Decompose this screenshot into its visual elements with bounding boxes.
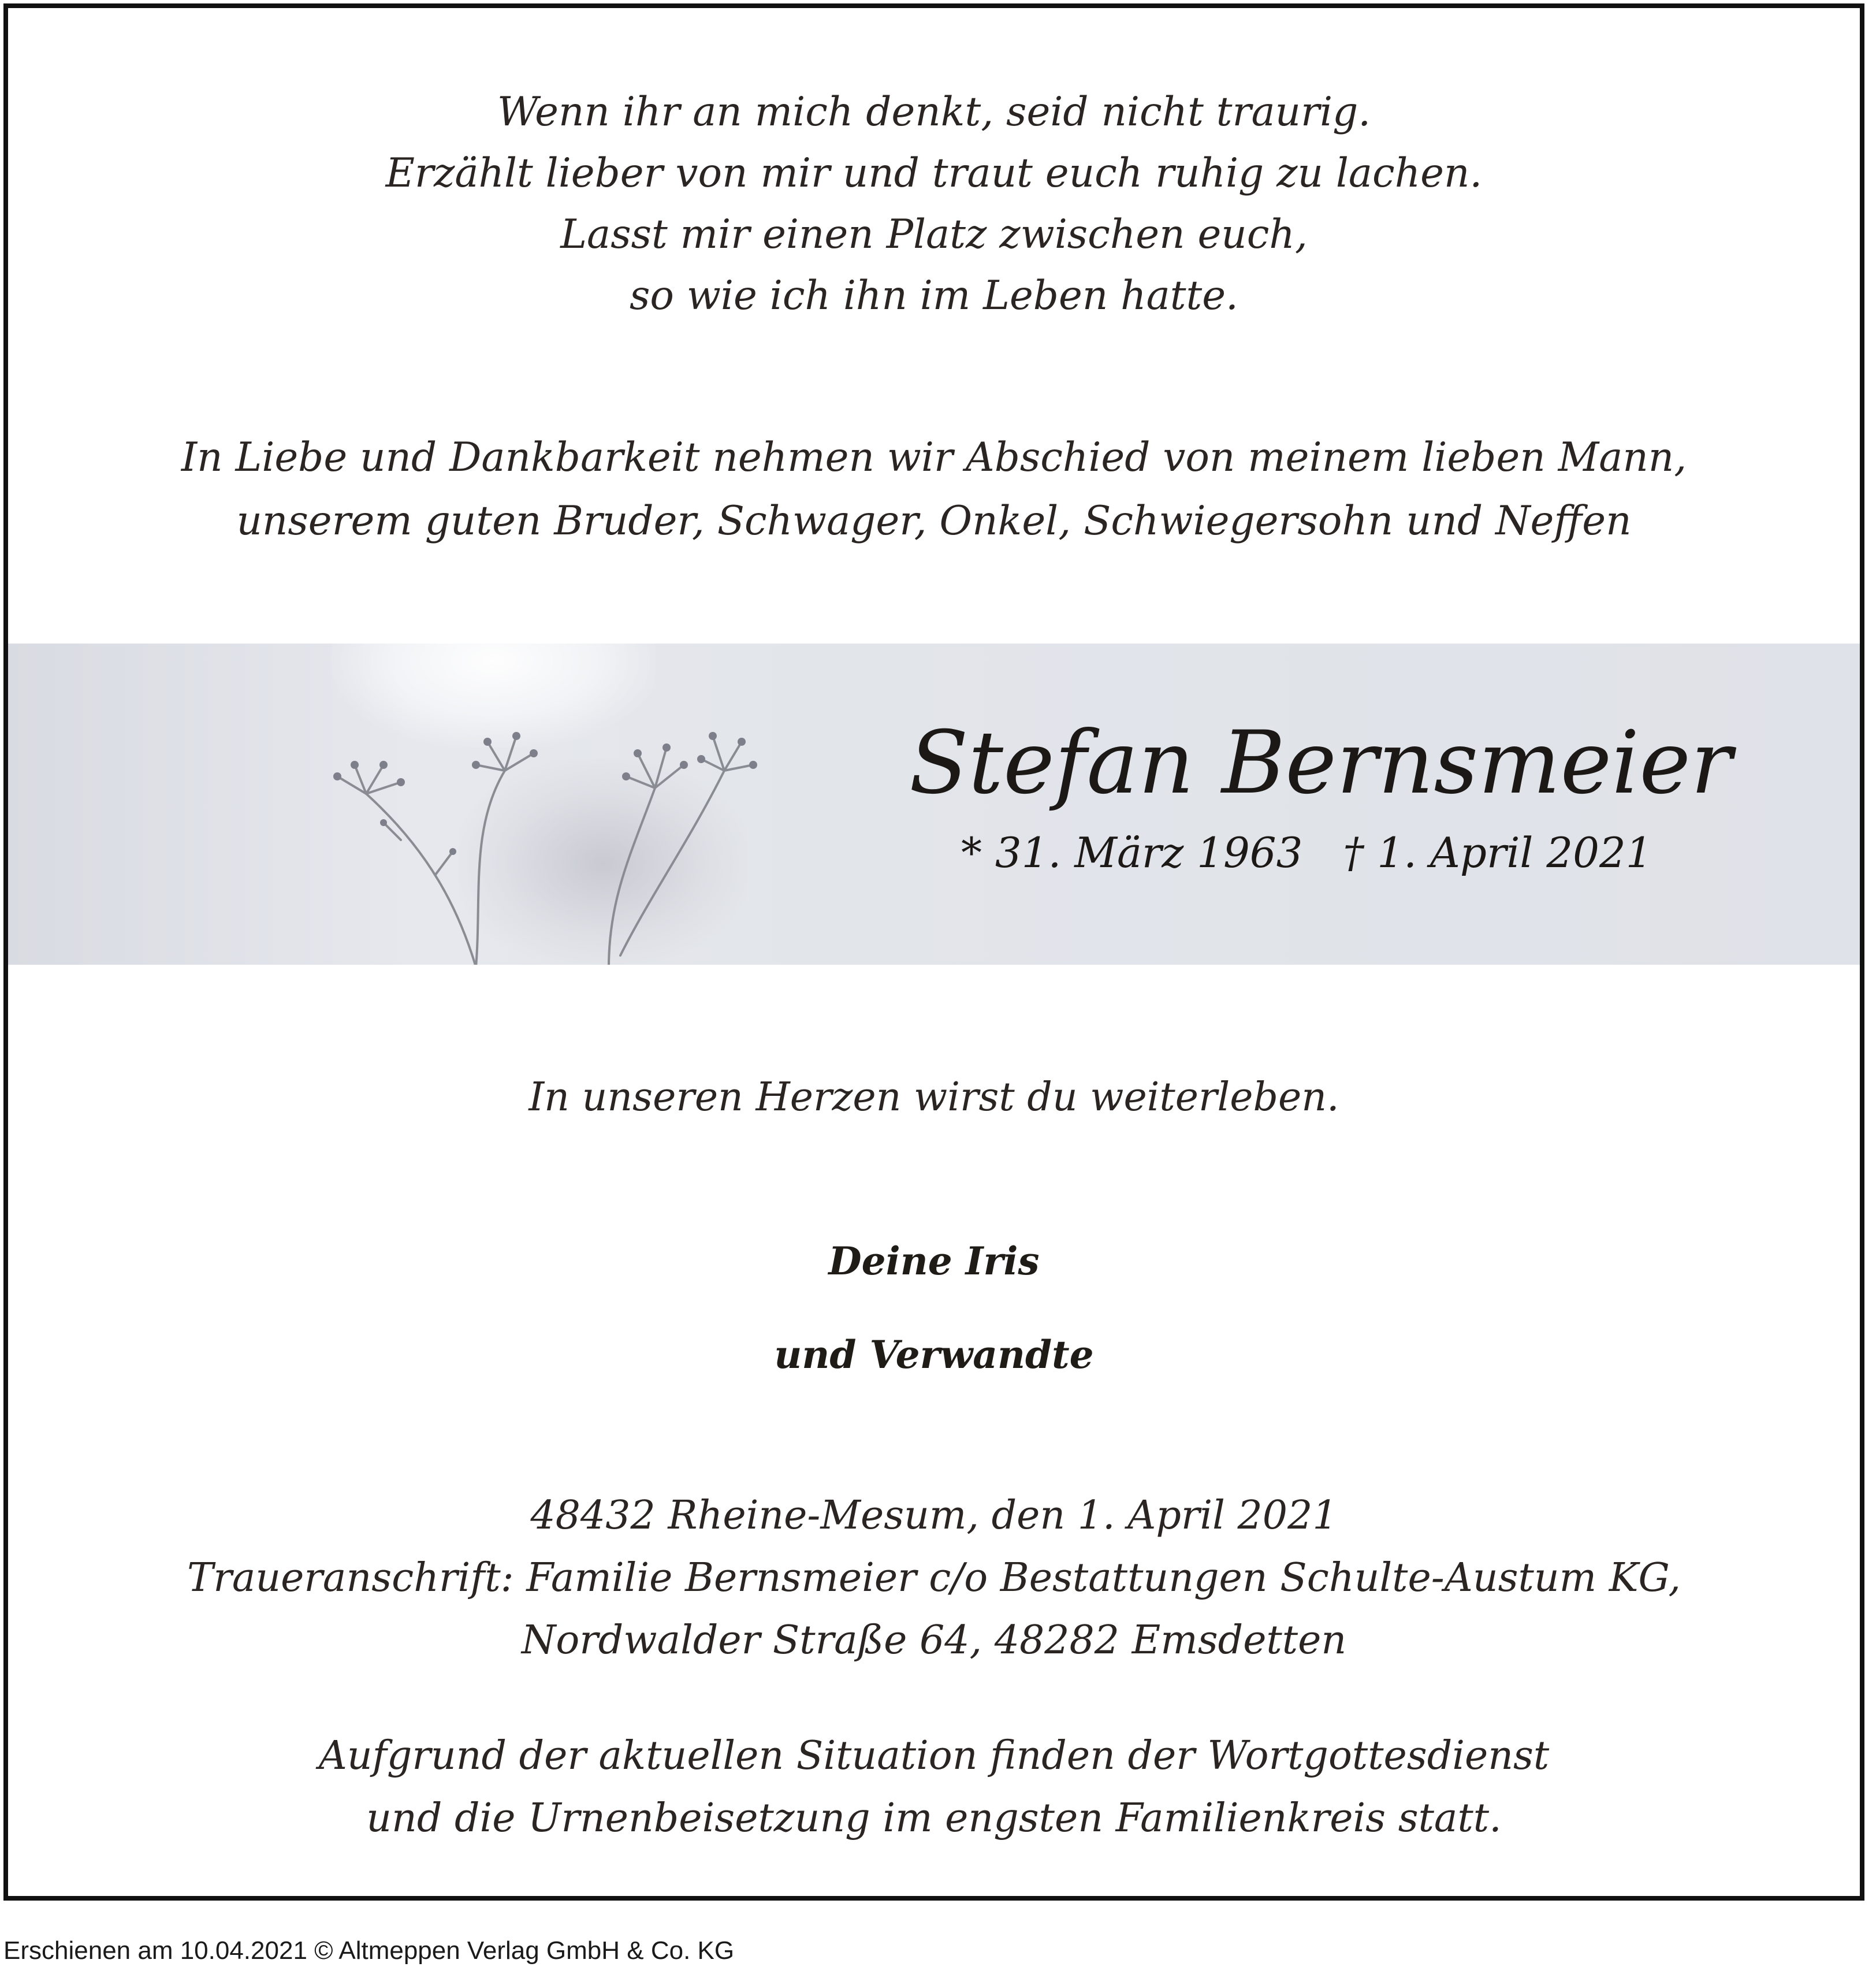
- notice-line: Aufgrund der aktuellen Situation finden der Wortgottesdienst: [318, 1733, 1550, 1779]
- birth-date: * 31. März 1963: [961, 828, 1303, 877]
- obituary-frame: [3, 3, 1864, 1901]
- poem-line: Wenn ihr an mich denkt, seid nicht traurig.: [497, 89, 1371, 135]
- address-line: 48432 Rheine-Mesum, den 1. April 2021: [530, 1493, 1338, 1538]
- name-banner: [8, 644, 1860, 965]
- farewell-line: unserem guten Bruder, Schwager, Onkel, Schwiegersohn und Neffen: [236, 498, 1632, 544]
- death-date: † 1. April 2021: [1343, 828, 1652, 877]
- dried-flower-icon: [285, 678, 805, 965]
- farewell-line: In Liebe und Dankbarkeit nehmen wir Abschied von meinem lieben Mann,: [181, 434, 1687, 481]
- address-line: Nordwalder Straße 64, 48282 Emsdetten: [521, 1618, 1347, 1663]
- life-dates: [961, 828, 1652, 877]
- poem-line: Lasst mir einen Platz zwischen euch,: [560, 211, 1308, 258]
- deceased-name: Stefan Bernsmeier: [909, 713, 1732, 813]
- publication-footer: Erschienen am 10.04.2021 © Altmeppen Verlag GmbH & Co. KG: [3, 1936, 735, 1965]
- address-line: Traueranschrift: Familie Bernsmeier c/o Bestattungen Schulte-Austum KG,: [187, 1555, 1681, 1601]
- notice-line: und die Urnenbeisetzung im engsten Familienkreis statt.: [366, 1795, 1502, 1841]
- memorial-line: In unseren Herzen wirst du weiterleben.: [528, 1074, 1339, 1120]
- poem-line: so wie ich ihn im Leben hatte.: [629, 273, 1238, 319]
- mourner-relatives: und Verwandte: [774, 1332, 1094, 1377]
- mourner-name: Deine Iris: [828, 1239, 1040, 1284]
- poem-line: Erzählt lieber von mir und traut euch ruhig zu lachen.: [385, 150, 1483, 196]
